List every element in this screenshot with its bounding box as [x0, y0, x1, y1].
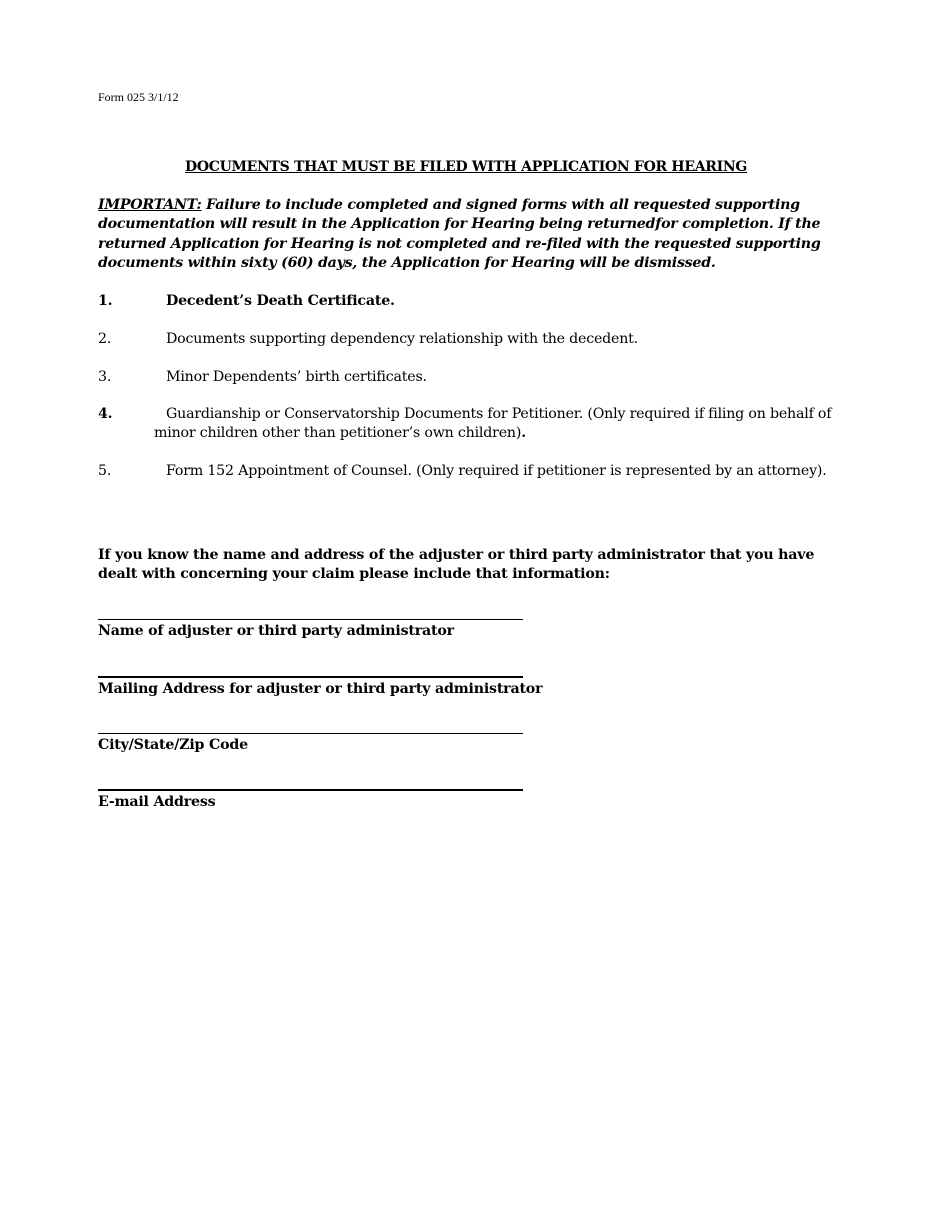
- list-item-number: 1.: [98, 293, 113, 309]
- signature-line: [98, 676, 523, 678]
- list-item-number: 2.: [98, 331, 112, 347]
- signature-line: [98, 733, 523, 734]
- list-item-text: Documents supporting dependency relationship with the decedent.: [166, 331, 638, 347]
- important-notice: [98, 196, 858, 273]
- list-item-guardianship-documents: [98, 405, 838, 444]
- signature-line: [98, 789, 523, 791]
- list-item-birth-certificates: [98, 368, 838, 387]
- city-state-zip-field[interactable]: [98, 733, 523, 755]
- form-number: Form 025 3/1/12: [98, 90, 179, 104]
- field-label: City/State/Zip Code: [98, 737, 248, 753]
- list-item-number: 3.: [98, 369, 112, 385]
- signature-line: [98, 619, 523, 620]
- list-item-text: Decedent’s Death Certificate.: [166, 293, 395, 309]
- list-item-text: Form 152 Appointment of Counsel. (Only required if petitioner is represented by an attorney).: [166, 463, 827, 479]
- list-item-text-wrapper: [98, 405, 838, 444]
- email-address-field[interactable]: [98, 789, 523, 812]
- list-item-text: Minor Dependents’ birth certificates.: [166, 369, 427, 385]
- adjuster-name-field[interactable]: [98, 619, 523, 641]
- list-item-number: 5.: [98, 463, 112, 479]
- adjuster-instructions: If you know the name and address of the adjuster or third party administrator that you have dealt with concerning your claim please include that information:: [98, 547, 815, 583]
- list-item-number: 4.: [98, 406, 113, 422]
- list-item-death-certificate: [98, 292, 838, 311]
- field-label: Name of adjuster or third party administrator: [98, 623, 454, 639]
- mailing-address-field[interactable]: [98, 676, 543, 699]
- notice-text: Failure to include completed and signed forms with all requested supporting documentation will result in the Application for Hearing being returnedfor completion. If the returned Application for Hearing is not completed and re-filed with the requested supporting documents within sixty (60) days, the Application for Hearing will be dismissed.: [98, 197, 821, 271]
- list-item-dependency-documents: [98, 330, 838, 349]
- page-title: DOCUMENTS THAT MUST BE FILED WITH APPLICATION FOR HEARING: [184, 159, 747, 175]
- notice-label: IMPORTANT:: [98, 197, 202, 213]
- list-item-suffix: .: [521, 425, 526, 442]
- list-item-appointment-of-counsel: [98, 462, 838, 481]
- list-item-text: Guardianship or Conservatorship Documents for Petitioner. (Only required if filing on behalf of minor children other than petitioner’s own children): [154, 406, 832, 442]
- field-label: E-mail Address: [98, 794, 216, 810]
- field-label: Mailing Address for adjuster or third party administrator: [98, 681, 543, 697]
